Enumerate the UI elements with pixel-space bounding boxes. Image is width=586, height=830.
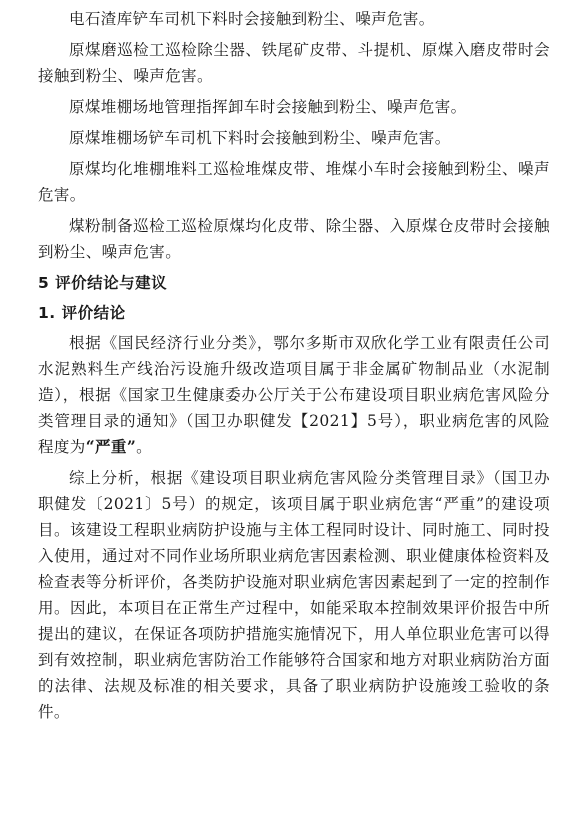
paragraph-risk-classification <box>38 330 550 460</box>
section-heading: 5 评价结论与建议 <box>38 274 168 292</box>
document-page <box>38 6 550 725</box>
risk-level-emphasis: “严重” <box>85 437 137 456</box>
subsection-heading: 1. 评价结论 <box>38 304 126 322</box>
risk-classification-end: 。 <box>136 438 153 456</box>
paragraph-raw-coal-mill-inspector: 原煤磨巡检工巡检除尘器、铁尾矿皮带、斗提机、原煤入磨皮带时会接触到粉尘、噪声危害。 <box>38 41 550 85</box>
paragraph-coal-powder-inspector: 煤粉制备巡检工巡检原煤均化皮带、除尘器、入原煤仓皮带时会接触到粉尘、噪声危害。 <box>38 217 550 261</box>
paragraph-calcium-carbide-slag-loader: 电石渣库铲车司机下料时会接触到粉尘、噪声危害。 <box>69 10 435 28</box>
paragraph-overall-conclusion: 综上分析，根据《建设项目职业病危害风险分类管理目录》（国卫办职健发〔2021〕5号）的规定，该项目属于职业病危害“严重”的建设项目。该建设工程职业病防护设施与主体工程同时设计、同时施工、同时投入使用，通过对不同作业场所职业病危害因素检测、职业健康体检资料及检查表等分析评价，各类防护设施对职业病危害因素起到了一定的控制作用。因此，本项目在正常生产过程中，如能采取本控制效果评价报告中所提出的建议，在保证各项防护措施实施情况下，用人单位职业危害可以得到有效控制，职业病危害防治工作能够符合国家和地方对职业病防治方面的法律、法规及标准的相关要求，具备了职业病防护设施竣工验收的条件。 <box>38 469 550 721</box>
risk-classification-text: 根据《国民经济行业分类》，鄂尔多斯市双欣化学工业有限责任公司水泥熟料生产线治污设施升级改造项目属于非金属矿物制品业（水泥制造），根据《国家卫生健康委办公厅关于公布建设项目职业病危害风险分类管理目录的通知》（国卫办职健发【2021】5号），职业病危害的风险程度为 <box>38 334 550 456</box>
paragraph-coal-shed-loader-driver: 原煤堆棚场铲车司机下料时会接触到粉尘、噪声危害。 <box>69 129 451 147</box>
paragraph-coal-homogenization-stacker: 原煤均化堆棚堆料工巡检堆煤皮带、堆煤小车时会接触到粉尘、噪声危害。 <box>38 160 550 204</box>
paragraph-coal-shed-site-manager: 原煤堆棚场地管理指挥卸车时会接触到粉尘、噪声危害。 <box>69 98 467 116</box>
